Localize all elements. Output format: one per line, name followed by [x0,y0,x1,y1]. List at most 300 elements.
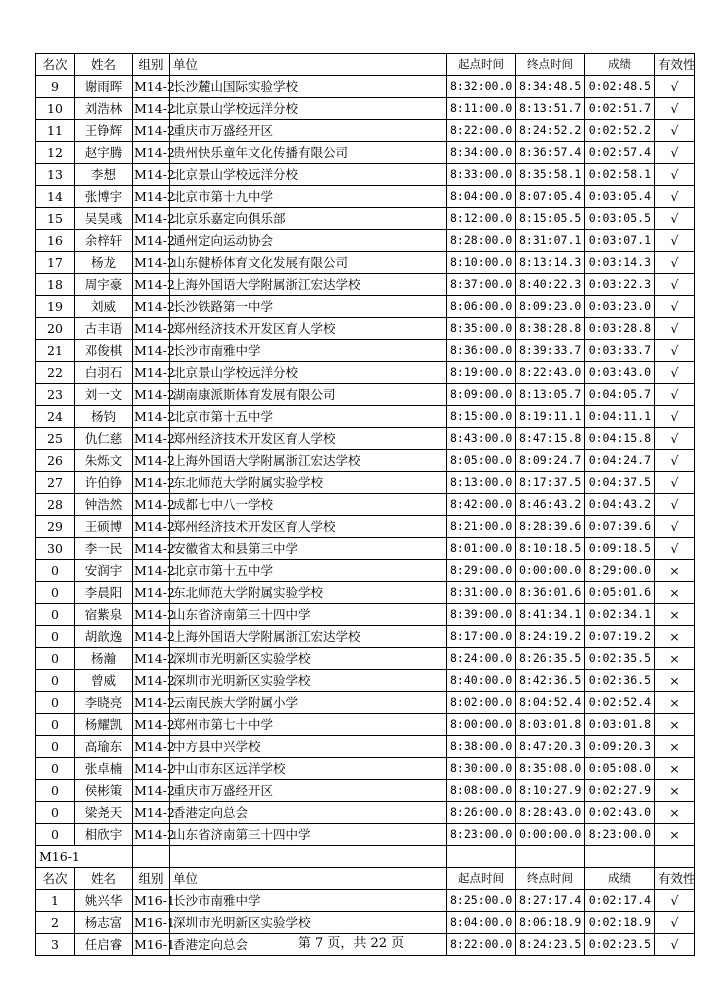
unit-cell: 山东省济南第三十四中学 [170,604,447,626]
validity-cell: × [655,692,695,714]
rank-cell: 9 [36,76,75,98]
group-cell: M14-2 [133,384,170,406]
name-cell: 安润宇 [75,560,133,582]
start-time-cell: 8:12:00.0 [447,208,516,230]
header-result: 成绩 [585,54,655,76]
name-cell: 古丰语 [75,318,133,340]
group-cell: M14-2 [133,428,170,450]
table-row [36,736,695,758]
start-time-cell: 8:31:00.0 [447,582,516,604]
start-time-cell: 8:13:00.0 [447,472,516,494]
rank-cell: 0 [36,824,75,846]
results-table [35,53,695,956]
result-cell: 0:02:35.5 [585,648,655,670]
name-cell: 李晨阳 [75,582,133,604]
table-row [36,450,695,472]
rank-cell: 15 [36,208,75,230]
start-time-cell: 8:33:00.0 [447,164,516,186]
result-cell: 0:03:23.0 [585,296,655,318]
start-time-cell: 8:40:00.0 [447,670,516,692]
header-result: 成绩 [585,868,655,890]
rank-cell: 0 [36,648,75,670]
unit-cell: 香港定向总会 [170,802,447,824]
finish-time-cell: 8:39:33.7 [516,340,585,362]
table-row [36,560,695,582]
group-cell: M14-2 [133,670,170,692]
name-cell: 曾威 [75,670,133,692]
start-time-cell: 8:01:00.0 [447,538,516,560]
group-cell: M14-2 [133,142,170,164]
rank-cell: 25 [36,428,75,450]
result-cell: 0:04:37.5 [585,472,655,494]
group-cell: M14-2 [133,714,170,736]
name-cell: 谢雨晖 [75,76,133,98]
empty-cell [516,846,585,868]
group-cell: M14-2 [133,98,170,120]
header-finish-time: 终点时间 [516,868,585,890]
header-name: 姓名 [75,868,133,890]
rank-cell: 17 [36,252,75,274]
rank-cell: 30 [36,538,75,560]
start-time-cell: 8:42:00.0 [447,494,516,516]
table-row [36,142,695,164]
validity-cell: √ [655,340,695,362]
header-row [36,54,695,76]
name-cell: 侯彬策 [75,780,133,802]
unit-cell: 东北师范大学附属实验学校 [170,582,447,604]
start-time-cell: 8:00:00.0 [447,714,516,736]
validity-cell: √ [655,252,695,274]
unit-cell: 贵州快乐童年文化传播有限公司 [170,142,447,164]
header-group: 组别 [133,54,170,76]
validity-cell: √ [655,142,695,164]
name-cell: 王硕博 [75,516,133,538]
name-cell: 白羽石 [75,362,133,384]
unit-cell: 云南民族大学附属小学 [170,692,447,714]
group-cell: M14-2 [133,780,170,802]
group-cell: M14-2 [133,296,170,318]
group-cell: M14-2 [133,472,170,494]
finish-time-cell: 8:13:14.3 [516,252,585,274]
rank-cell: 28 [36,494,75,516]
validity-cell: √ [655,76,695,98]
rank-cell: 12 [36,142,75,164]
rank-cell: 14 [36,186,75,208]
result-cell: 0:02:36.5 [585,670,655,692]
unit-cell: 北京景山学校远洋分校 [170,98,447,120]
table-row [36,538,695,560]
unit-cell: 长沙铁路第一中学 [170,296,447,318]
table-row [36,802,695,824]
start-time-cell: 8:22:00.0 [447,934,516,956]
result-cell: 0:09:18.5 [585,538,655,560]
unit-cell: 香港定向总会 [170,934,447,956]
validity-cell: × [655,736,695,758]
group-cell: M14-2 [133,406,170,428]
finish-time-cell: 8:35:58.1 [516,164,585,186]
finish-time-cell: 0:00:00.0 [516,560,585,582]
table-row [36,604,695,626]
table-row [36,340,695,362]
unit-cell: 深圳市光明新区实验学校 [170,912,447,934]
rank-cell: 11 [36,120,75,142]
finish-time-cell: 8:27:17.4 [516,890,585,912]
group-cell: M14-2 [133,736,170,758]
validity-cell: × [655,802,695,824]
validity-cell: √ [655,516,695,538]
header-finish-time: 终点时间 [516,54,585,76]
finish-time-cell: 8:46:43.2 [516,494,585,516]
group-cell: M14-2 [133,494,170,516]
section-row [36,846,695,868]
group-cell: M14-2 [133,538,170,560]
finish-time-cell: 8:28:39.6 [516,516,585,538]
start-time-cell: 8:17:00.0 [447,626,516,648]
result-cell: 0:03:01.8 [585,714,655,736]
finish-time-cell: 8:26:35.5 [516,648,585,670]
start-time-cell: 8:37:00.0 [447,274,516,296]
header-unit: 单位 [170,868,447,890]
name-cell: 宿紫泉 [75,604,133,626]
start-time-cell: 8:43:00.0 [447,428,516,450]
name-cell: 杨瀚 [75,648,133,670]
unit-cell: 安徽省太和县第三中学 [170,538,447,560]
unit-cell: 中方县中兴学校 [170,736,447,758]
empty-cell [170,846,447,868]
group-cell: M16-1 [133,890,170,912]
finish-time-cell: 8:17:37.5 [516,472,585,494]
group-cell: M14-2 [133,340,170,362]
name-cell: 邓俊棋 [75,340,133,362]
table-row [36,780,695,802]
name-cell: 高瑜东 [75,736,133,758]
group-cell: M14-2 [133,362,170,384]
finish-time-cell: 8:04:52.4 [516,692,585,714]
unit-cell: 北京景山学校远洋分校 [170,362,447,384]
table-row [36,318,695,340]
finish-time-cell: 8:13:05.7 [516,384,585,406]
table-row [36,494,695,516]
validity-cell: × [655,648,695,670]
rank-cell: 0 [36,626,75,648]
header-rank: 名次 [36,868,75,890]
name-cell: 赵宇腾 [75,142,133,164]
table-row [36,164,695,186]
group-cell: M16-1 [133,934,170,956]
rank-cell: 0 [36,604,75,626]
finish-time-cell: 8:24:52.2 [516,120,585,142]
name-cell: 杨龙 [75,252,133,274]
start-time-cell: 8:15:00.0 [447,406,516,428]
result-cell: 0:02:34.1 [585,604,655,626]
unit-cell: 山东健桥体育文化发展有限公司 [170,252,447,274]
rank-cell: 29 [36,516,75,538]
finish-time-cell: 8:36:01.6 [516,582,585,604]
rank-cell: 0 [36,692,75,714]
header-validity: 有效性 [655,54,695,76]
table-row [36,472,695,494]
group-cell: M14-2 [133,824,170,846]
finish-time-cell: 8:28:43.0 [516,802,585,824]
finish-time-cell: 8:09:23.0 [516,296,585,318]
finish-time-cell: 8:09:24.7 [516,450,585,472]
name-cell: 姚兴华 [75,890,133,912]
name-cell: 杨志富 [75,912,133,934]
finish-time-cell: 8:38:28.8 [516,318,585,340]
table-row [36,648,695,670]
validity-cell: √ [655,934,695,956]
name-cell: 刘浩林 [75,98,133,120]
group-cell: M14-2 [133,626,170,648]
validity-cell: √ [655,274,695,296]
unit-cell: 中山市东区远洋学校 [170,758,447,780]
finish-time-cell: 0:00:00.0 [516,824,585,846]
group-cell: M14-2 [133,208,170,230]
start-time-cell: 8:38:00.0 [447,736,516,758]
section-label: M16-1 [36,846,133,868]
result-cell: 0:05:08.0 [585,758,655,780]
finish-time-cell: 8:24:23.5 [516,934,585,956]
start-time-cell: 8:34:00.0 [447,142,516,164]
result-cell: 0:02:17.4 [585,890,655,912]
unit-cell: 北京市第十九中学 [170,186,447,208]
result-cell: 0:03:33.7 [585,340,655,362]
table-row [36,692,695,714]
name-cell: 仇仁慈 [75,428,133,450]
finish-time-cell: 8:22:43.0 [516,362,585,384]
header-unit: 单位 [170,54,447,76]
name-cell: 梁尧天 [75,802,133,824]
start-time-cell: 8:02:00.0 [447,692,516,714]
result-cell: 0:02:18.9 [585,912,655,934]
validity-cell: √ [655,186,695,208]
result-cell: 0:02:52.4 [585,692,655,714]
name-cell: 张博宇 [75,186,133,208]
validity-cell: √ [655,296,695,318]
start-time-cell: 8:09:00.0 [447,384,516,406]
table-row [36,362,695,384]
validity-cell: × [655,714,695,736]
unit-cell: 郑州市第七十中学 [170,714,447,736]
group-cell: M14-2 [133,76,170,98]
finish-time-cell: 8:10:27.9 [516,780,585,802]
rank-cell: 22 [36,362,75,384]
table-row [36,252,695,274]
group-cell: M14-2 [133,318,170,340]
rank-cell: 19 [36,296,75,318]
validity-cell: √ [655,538,695,560]
table-row [36,208,695,230]
start-time-cell: 8:36:00.0 [447,340,516,362]
result-cell: 0:02:57.4 [585,142,655,164]
empty-cell [447,846,516,868]
validity-cell: × [655,780,695,802]
unit-cell: 东北师范大学附属实验学校 [170,472,447,494]
table-row [36,890,695,912]
result-cell: 0:07:19.2 [585,626,655,648]
validity-cell: √ [655,98,695,120]
table-row [36,824,695,846]
name-cell: 王铮辉 [75,120,133,142]
validity-cell: √ [655,318,695,340]
finish-time-cell: 8:10:18.5 [516,538,585,560]
validity-cell: √ [655,428,695,450]
finish-time-cell: 8:47:15.8 [516,428,585,450]
group-cell: M14-2 [133,274,170,296]
rank-cell: 13 [36,164,75,186]
validity-cell: √ [655,384,695,406]
result-cell: 0:07:39.6 [585,516,655,538]
unit-cell: 北京乐嘉定向俱乐部 [170,208,447,230]
finish-time-cell: 8:40:22.3 [516,274,585,296]
unit-cell: 长沙麓山国际实验学校 [170,76,447,98]
header-validity: 有效性 [655,868,695,890]
group-cell: M14-2 [133,252,170,274]
result-cell: 0:03:28.8 [585,318,655,340]
rank-cell: 0 [36,582,75,604]
validity-cell: × [655,758,695,780]
unit-cell: 郑州经济技术开发区育人学校 [170,428,447,450]
name-cell: 周宇豪 [75,274,133,296]
start-time-cell: 8:24:00.0 [447,648,516,670]
validity-cell: √ [655,362,695,384]
table-row [36,406,695,428]
validity-cell: × [655,582,695,604]
rank-cell: 20 [36,318,75,340]
name-cell: 许伯铮 [75,472,133,494]
start-time-cell: 8:29:00.0 [447,560,516,582]
table-row [36,516,695,538]
header-group: 组别 [133,868,170,890]
rank-cell: 0 [36,802,75,824]
page-footer: 第 7 页，共 22 页 [297,936,405,951]
rank-cell: 21 [36,340,75,362]
result-cell: 0:03:14.3 [585,252,655,274]
name-cell: 刘一文 [75,384,133,406]
empty-cell [585,846,655,868]
rank-cell: 26 [36,450,75,472]
finish-time-cell: 8:42:36.5 [516,670,585,692]
result-cell: 0:02:48.5 [585,76,655,98]
start-time-cell: 8:04:00.0 [447,912,516,934]
group-cell: M14-2 [133,648,170,670]
name-cell: 杨钧 [75,406,133,428]
name-cell: 李晓亮 [75,692,133,714]
finish-time-cell: 8:24:19.2 [516,626,585,648]
validity-cell: √ [655,120,695,142]
validity-cell: √ [655,230,695,252]
table-row [36,626,695,648]
unit-cell: 上海外国语大学附属浙江宏达学校 [170,274,447,296]
table-row [36,274,695,296]
unit-cell: 上海外国语大学附属浙江宏达学校 [170,450,447,472]
finish-time-cell: 8:41:34.1 [516,604,585,626]
group-cell: M14-2 [133,692,170,714]
finish-time-cell: 8:13:51.7 [516,98,585,120]
result-cell: 0:04:11.1 [585,406,655,428]
group-cell: M14-2 [133,604,170,626]
name-cell: 刘威 [75,296,133,318]
name-cell: 吴昊彧 [75,208,133,230]
unit-cell: 郑州经济技术开发区育人学校 [170,516,447,538]
group-cell: M16-1 [133,912,170,934]
table-row [36,758,695,780]
validity-cell: √ [655,164,695,186]
validity-cell: × [655,670,695,692]
result-cell: 0:04:24.7 [585,450,655,472]
validity-cell: √ [655,406,695,428]
start-time-cell: 8:30:00.0 [447,758,516,780]
table-row [36,714,695,736]
name-cell: 张卓楠 [75,758,133,780]
unit-cell: 成都七中八一学校 [170,494,447,516]
start-time-cell: 8:08:00.0 [447,780,516,802]
validity-cell: × [655,626,695,648]
table-row [36,186,695,208]
name-cell: 朱烁文 [75,450,133,472]
rank-cell: 0 [36,714,75,736]
validity-cell: × [655,604,695,626]
rank-cell: 3 [36,934,75,956]
finish-time-cell: 8:34:48.5 [516,76,585,98]
start-time-cell: 8:32:00.0 [447,76,516,98]
start-time-cell: 8:04:00.0 [447,186,516,208]
unit-cell: 通州定向运动协会 [170,230,447,252]
rank-cell: 10 [36,98,75,120]
table-row [36,230,695,252]
start-time-cell: 8:10:00.0 [447,252,516,274]
empty-cell [133,846,170,868]
start-time-cell: 8:19:00.0 [447,362,516,384]
unit-cell: 长沙市南雅中学 [170,890,447,912]
unit-cell: 重庆市万盛经开区 [170,120,447,142]
start-time-cell: 8:25:00.0 [447,890,516,912]
table-row [36,912,695,934]
finish-time-cell: 8:47:20.3 [516,736,585,758]
result-cell: 0:02:58.1 [585,164,655,186]
unit-cell: 湖南康派斯体育发展有限公司 [170,384,447,406]
finish-time-cell: 8:19:11.1 [516,406,585,428]
finish-time-cell: 8:03:01.8 [516,714,585,736]
table-row [36,670,695,692]
group-cell: M14-2 [133,186,170,208]
rank-cell: 1 [36,890,75,912]
rank-cell: 2 [36,912,75,934]
name-cell: 胡歆逸 [75,626,133,648]
validity-cell: √ [655,450,695,472]
result-cell: 0:02:23.5 [585,934,655,956]
header-row-m16 [36,868,695,890]
start-time-cell: 8:35:00.0 [447,318,516,340]
result-cell: 0:09:20.3 [585,736,655,758]
start-time-cell: 8:05:00.0 [447,450,516,472]
unit-cell: 长沙市南雅中学 [170,340,447,362]
finish-time-cell: 8:07:05.4 [516,186,585,208]
unit-cell: 山东省济南第三十四中学 [170,824,447,846]
unit-cell: 北京市第十五中学 [170,560,447,582]
start-time-cell: 8:23:00.0 [447,824,516,846]
unit-cell: 深圳市光明新区实验学校 [170,670,447,692]
rank-cell: 23 [36,384,75,406]
finish-time-cell: 8:35:08.0 [516,758,585,780]
name-cell: 钟浩然 [75,494,133,516]
validity-cell: √ [655,890,695,912]
finish-time-cell: 8:15:05.5 [516,208,585,230]
group-cell: M14-2 [133,758,170,780]
result-cell: 0:05:01.6 [585,582,655,604]
group-cell: M14-2 [133,516,170,538]
table-row [36,582,695,604]
